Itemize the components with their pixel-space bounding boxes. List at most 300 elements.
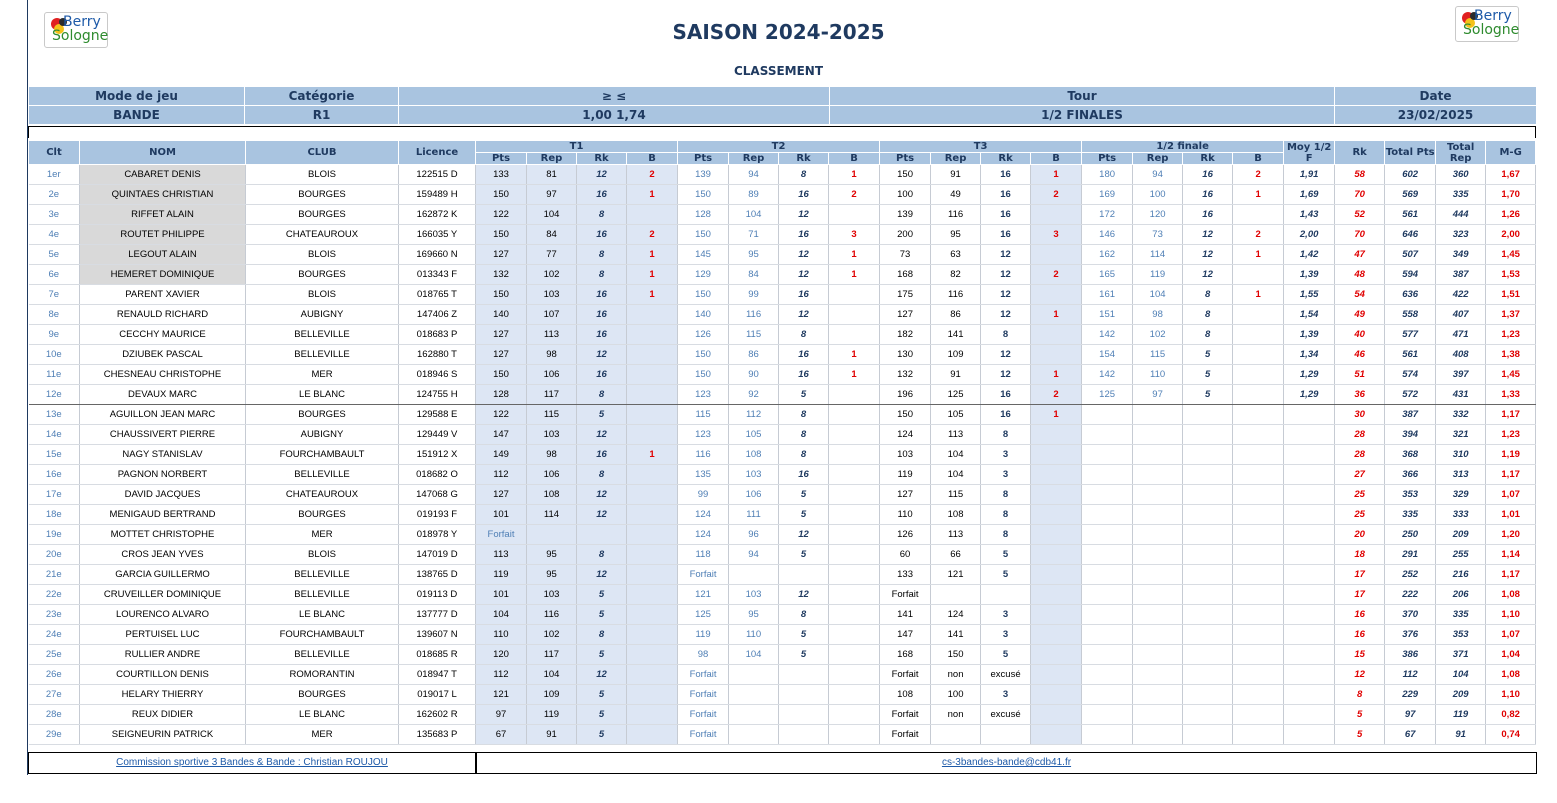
t3-rk-cell: 12: [981, 265, 1031, 285]
demi-b-cell: [1233, 305, 1284, 325]
table-row: [29, 165, 1536, 185]
rk-total-cell: 5: [1335, 705, 1385, 725]
demi-rep-cell: 115: [1133, 345, 1183, 365]
t2-rep-cell: [729, 705, 779, 725]
moy-cell: [1284, 705, 1335, 725]
mg-cell: 1,70: [1486, 185, 1536, 205]
t2-pts-cell: 121: [678, 585, 729, 605]
club-cell: BOURGES: [246, 185, 399, 205]
t1-pts-cell: 101: [476, 505, 527, 525]
email-link[interactable]: cs-3bandes-bande@cdb41.fr: [941, 757, 1072, 768]
t1-rep-cell: 95: [527, 565, 577, 585]
demi-pts-cell: [1082, 605, 1133, 625]
t1-rep-cell: 115: [527, 405, 577, 425]
demi-rep-cell: 94: [1133, 165, 1183, 185]
t3-pts-cell: 108: [880, 685, 931, 705]
demi-pts-cell: [1082, 465, 1133, 485]
club-cell: AUBIGNY: [246, 305, 399, 325]
mg-cell: 1,23: [1486, 325, 1536, 345]
t1-rk-cell: 12: [577, 665, 627, 685]
moy-cell: [1284, 505, 1335, 525]
demi-rk-cell: [1183, 605, 1233, 625]
t1-rk-cell: 5: [577, 645, 627, 665]
club-cell: BOURGES: [246, 505, 399, 525]
name-cell: PARENT XAVIER: [80, 285, 246, 305]
moy-cell: 1,29: [1284, 385, 1335, 405]
t3-pts-cell: 127: [880, 305, 931, 325]
col-moy: Moy 1/2 F: [1284, 141, 1335, 165]
t3-rk-cell: 3: [981, 685, 1031, 705]
name-cell: LOURENCO ALVARO: [80, 605, 246, 625]
t1-pts-cell: 104: [476, 605, 527, 625]
t3-rk-cell: excusé: [981, 665, 1031, 685]
t3-b-cell: [1031, 285, 1082, 305]
licence-cell: 166035 Y: [399, 225, 476, 245]
demi-rep-cell: 102: [1133, 325, 1183, 345]
t3-b-cell: [1031, 345, 1082, 365]
total-pts-cell: 646: [1385, 225, 1436, 245]
t2-rep-cell: 95: [729, 605, 779, 625]
total-pts-cell: 229: [1385, 685, 1436, 705]
t2-rk-cell: 12: [779, 245, 829, 265]
demi-rep-cell: 110: [1133, 365, 1183, 385]
t2-pts-cell: 99: [678, 485, 729, 505]
t3-rk-cell: 16: [981, 205, 1031, 225]
t3-b-cell: [1031, 705, 1082, 725]
t3-b-cell: [1031, 245, 1082, 265]
t2-pts-cell: 115: [678, 405, 729, 425]
club-cell: LE BLANC: [246, 605, 399, 625]
rk-total-cell: 5: [1335, 725, 1385, 745]
col-t1-rk: Rk: [577, 153, 627, 165]
rank-cell: 15e: [29, 445, 80, 465]
t3-b-cell: [1031, 205, 1082, 225]
total-rep-cell: 335: [1436, 605, 1486, 625]
t1-b-cell: [627, 525, 678, 545]
t1-rep-cell: 104: [527, 665, 577, 685]
demi-rk-cell: 5: [1183, 365, 1233, 385]
t1-rep-cell: 103: [527, 285, 577, 305]
mg-cell: 1,07: [1486, 485, 1536, 505]
moy-cell: [1284, 585, 1335, 605]
t1-pts-cell: 122: [476, 405, 527, 425]
t2-rep-cell: 115: [729, 325, 779, 345]
rank-cell: 9e: [29, 325, 80, 345]
mg-cell: 1,10: [1486, 685, 1536, 705]
col-demi-b: B: [1233, 153, 1284, 165]
t2-rep-cell: [729, 685, 779, 705]
total-pts-cell: 507: [1385, 245, 1436, 265]
col-nom: NOM: [80, 141, 246, 165]
rk-total-cell: 49: [1335, 305, 1385, 325]
col-t3-rk: Rk: [981, 153, 1031, 165]
club-cell: BELLEVILLE: [246, 325, 399, 345]
t3-b-cell: [1031, 545, 1082, 565]
demi-pts-cell: [1082, 685, 1133, 705]
t3-b-cell: 2: [1031, 185, 1082, 205]
t1-rep-cell: 81: [527, 165, 577, 185]
demi-rep-cell: 97: [1133, 385, 1183, 405]
t1-pts-cell: 112: [476, 465, 527, 485]
total-rep-cell: 422: [1436, 285, 1486, 305]
demi-b-cell: [1233, 205, 1284, 225]
club-cell: FOURCHAMBAULT: [246, 625, 399, 645]
moy-cell: [1284, 405, 1335, 425]
mg-cell: 1,26: [1486, 205, 1536, 225]
t2-b-cell: [829, 505, 880, 525]
total-pts-cell: 112: [1385, 665, 1436, 685]
total-pts-cell: 594: [1385, 265, 1436, 285]
table-row: [29, 385, 1536, 405]
demi-pts-cell: [1082, 445, 1133, 465]
t1-rep-cell: 102: [527, 625, 577, 645]
t1-rep-cell: 107: [527, 305, 577, 325]
col-licence: Licence: [399, 141, 476, 165]
licence-cell: 129588 E: [399, 405, 476, 425]
demi-rk-cell: [1183, 685, 1233, 705]
club-cell: MER: [246, 525, 399, 545]
moy-cell: [1284, 625, 1335, 645]
demi-b-cell: [1233, 725, 1284, 745]
club-cell: BOURGES: [246, 405, 399, 425]
demi-b-cell: [1233, 585, 1284, 605]
demi-b-cell: [1233, 485, 1284, 505]
moy-cell: [1284, 445, 1335, 465]
t1-rk-cell: 8: [577, 385, 627, 405]
t1-pts-cell: 150: [476, 285, 527, 305]
t3-rk-cell: 5: [981, 565, 1031, 585]
rank-cell: 7e: [29, 285, 80, 305]
t2-b-cell: [829, 605, 880, 625]
licence-cell: 147019 D: [399, 545, 476, 565]
total-rep-cell: 387: [1436, 265, 1486, 285]
t2-rk-cell: 8: [779, 405, 829, 425]
col-club: CLUB: [246, 141, 399, 165]
rank-cell: 27e: [29, 685, 80, 705]
t2-b-cell: 3: [829, 225, 880, 245]
name-cell: SEIGNEURIN PATRICK: [80, 725, 246, 745]
moy-cell: [1284, 685, 1335, 705]
rk-total-cell: 36: [1335, 385, 1385, 405]
t3-rk-cell: 16: [981, 385, 1031, 405]
t3-pts-cell: 168: [880, 265, 931, 285]
rk-total-cell: 20: [1335, 525, 1385, 545]
t3-rk-cell: 8: [981, 505, 1031, 525]
licence-cell: 138765 D: [399, 565, 476, 585]
t1-b-cell: 1: [627, 245, 678, 265]
demi-rk-cell: [1183, 705, 1233, 725]
moy-cell: 1,91: [1284, 165, 1335, 185]
total-pts-cell: 561: [1385, 345, 1436, 365]
t1-b-cell: [627, 565, 678, 585]
rk-total-cell: 8: [1335, 685, 1385, 705]
t1-b-cell: [627, 425, 678, 445]
t2-b-cell: [829, 385, 880, 405]
mg-cell: 1,51: [1486, 285, 1536, 305]
t3-b-cell: [1031, 505, 1082, 525]
table-row: [29, 465, 1536, 485]
t2-rk-cell: 8: [779, 165, 829, 185]
demi-pts-cell: [1082, 405, 1133, 425]
t3-b-cell: [1031, 445, 1082, 465]
t2-rk-cell: [779, 685, 829, 705]
total-pts-cell: 67: [1385, 725, 1436, 745]
t1-rep-cell: 104: [527, 205, 577, 225]
t3-rep-cell: 115: [931, 485, 981, 505]
mg-cell: 1,53: [1486, 265, 1536, 285]
rank-cell: 11e: [29, 365, 80, 385]
total-rep-cell: 333: [1436, 505, 1486, 525]
t1-b-cell: 1: [627, 185, 678, 205]
t2-rep-cell: 103: [729, 585, 779, 605]
demi-rk-cell: [1183, 465, 1233, 485]
col-demi-rk: Rk: [1183, 153, 1233, 165]
total-pts-cell: 577: [1385, 325, 1436, 345]
t2-rk-cell: 8: [779, 425, 829, 445]
range-value: 1,00 1,74: [399, 106, 830, 125]
rk-total-cell: 12: [1335, 665, 1385, 685]
total-rep-cell: 444: [1436, 205, 1486, 225]
name-cell: CROS JEAN YVES: [80, 545, 246, 565]
demi-pts-cell: [1082, 565, 1133, 585]
t2-b-cell: 1: [829, 165, 880, 185]
licence-cell: 019193 F: [399, 505, 476, 525]
mode-label: Mode de jeu: [29, 87, 245, 106]
demi-rk-cell: 8: [1183, 325, 1233, 345]
t2-rk-cell: 16: [779, 285, 829, 305]
name-cell: NAGY STANISLAV: [80, 445, 246, 465]
t3-rk-cell: 12: [981, 285, 1031, 305]
demi-b-cell: 1: [1233, 285, 1284, 305]
t3-rk-cell: 16: [981, 405, 1031, 425]
t1-b-cell: 1: [627, 285, 678, 305]
t1-b-cell: [627, 205, 678, 225]
name-cell: DAVID JACQUES: [80, 485, 246, 505]
t3-b-cell: [1031, 525, 1082, 545]
t2-rep-cell: 96: [729, 525, 779, 545]
rk-total-cell: 40: [1335, 325, 1385, 345]
t3-rep-cell: 109: [931, 345, 981, 365]
rk-total-cell: 28: [1335, 425, 1385, 445]
t1-rep-cell: 108: [527, 485, 577, 505]
t2-b-cell: 2: [829, 185, 880, 205]
t1-rk-cell: 12: [577, 165, 627, 185]
t1-b-cell: [627, 545, 678, 565]
t3-rk-cell: 3: [981, 445, 1031, 465]
t3-b-cell: [1031, 645, 1082, 665]
demi-rep-cell: [1133, 445, 1183, 465]
demi-rep-cell: [1133, 485, 1183, 505]
mg-cell: 1,17: [1486, 465, 1536, 485]
t3-rk-cell: [981, 585, 1031, 605]
demi-rk-cell: [1183, 585, 1233, 605]
col-group-t1: T1: [476, 141, 678, 153]
licence-cell: 019017 L: [399, 685, 476, 705]
t2-rep-cell: 110: [729, 625, 779, 645]
rk-total-cell: 27: [1335, 465, 1385, 485]
t2-pts-cell: 124: [678, 505, 729, 525]
total-rep-cell: 407: [1436, 305, 1486, 325]
total-pts-cell: 558: [1385, 305, 1436, 325]
demi-rk-cell: 12: [1183, 265, 1233, 285]
moy-cell: 1,34: [1284, 345, 1335, 365]
t1-b-cell: [627, 725, 678, 745]
licence-cell: 162602 R: [399, 705, 476, 725]
licence-cell: 018978 Y: [399, 525, 476, 545]
licence-cell: 018947 T: [399, 665, 476, 685]
t2-pts-cell: 150: [678, 345, 729, 365]
licence-cell: 147068 G: [399, 485, 476, 505]
rk-total-cell: 46: [1335, 345, 1385, 365]
t3-b-cell: [1031, 325, 1082, 345]
demi-b-cell: [1233, 645, 1284, 665]
total-rep-cell: 397: [1436, 365, 1486, 385]
col-t3-b: B: [1031, 153, 1082, 165]
t1-b-cell: [627, 405, 678, 425]
t1-pts-cell: 101: [476, 585, 527, 605]
t1-rk-cell: 8: [577, 625, 627, 645]
name-cell: RENAULD RICHARD: [80, 305, 246, 325]
mg-cell: 1,20: [1486, 525, 1536, 545]
t1-rk-cell: 16: [577, 305, 627, 325]
col-clt: Clt: [29, 141, 80, 165]
demi-pts-cell: 180: [1082, 165, 1133, 185]
club-cell: BLOIS: [246, 245, 399, 265]
name-cell: GARCIA GUILLERMO: [80, 565, 246, 585]
t2-rep-cell: 104: [729, 645, 779, 665]
t3-rep-cell: non: [931, 705, 981, 725]
date-label: Date: [1335, 87, 1537, 106]
t3-pts-cell: 126: [880, 525, 931, 545]
total-rep-cell: 91: [1436, 725, 1486, 745]
t3-rk-cell: 16: [981, 185, 1031, 205]
page-title: SAISON 2024-2025: [672, 20, 885, 44]
club-cell: BELLEVILLE: [246, 565, 399, 585]
demi-rk-cell: [1183, 565, 1233, 585]
mg-cell: 1,07: [1486, 625, 1536, 645]
table-row: [29, 345, 1536, 365]
t2-pts-cell: 150: [678, 185, 729, 205]
t3-rep-cell: 104: [931, 465, 981, 485]
t2-rk-cell: 8: [779, 605, 829, 625]
t1-rk-cell: 5: [577, 685, 627, 705]
name-cell: RULLIER ANDRE: [80, 645, 246, 665]
name-cell: COURTILLON DENIS: [80, 665, 246, 685]
t2-pts-cell: 150: [678, 365, 729, 385]
t3-rk-cell: 8: [981, 525, 1031, 545]
table-row: [29, 625, 1536, 645]
t3-rep-cell: 100: [931, 685, 981, 705]
t1-rep-cell: 84: [527, 225, 577, 245]
t3-b-cell: [1031, 465, 1082, 485]
demi-rk-cell: 5: [1183, 385, 1233, 405]
t1-rk-cell: 5: [577, 405, 627, 425]
col-t1-rep: Rep: [527, 153, 577, 165]
name-cell: LEGOUT ALAIN: [80, 245, 246, 265]
commission-link[interactable]: Commission sportive 3 Bandes & Bande : Christian ROUJOU: [116, 757, 388, 768]
total-rep-cell: 216: [1436, 565, 1486, 585]
t2-rep-cell: 112: [729, 405, 779, 425]
table-row: [29, 205, 1536, 225]
total-pts-cell: 222: [1385, 585, 1436, 605]
total-rep-cell: 349: [1436, 245, 1486, 265]
t2-b-cell: [829, 525, 880, 545]
t1-pts-cell: 127: [476, 245, 527, 265]
t2-b-cell: 1: [829, 365, 880, 385]
demi-rep-cell: [1133, 545, 1183, 565]
t3-rk-cell: 12: [981, 345, 1031, 365]
ranking-table: [28, 140, 1536, 745]
t1-pts-cell: 122: [476, 205, 527, 225]
t3-rep-cell: 86: [931, 305, 981, 325]
demi-rk-cell: [1183, 725, 1233, 745]
rank-cell: 6e: [29, 265, 80, 285]
t3-pts-cell: Forfait: [880, 705, 931, 725]
t1-rep-cell: 106: [527, 465, 577, 485]
rk-total-cell: 17: [1335, 585, 1385, 605]
t1-b-cell: [627, 465, 678, 485]
rank-cell: 8e: [29, 305, 80, 325]
table-row: [29, 405, 1536, 425]
t2-pts-cell: Forfait: [678, 705, 729, 725]
demi-b-cell: [1233, 605, 1284, 625]
t3-pts-cell: 100: [880, 185, 931, 205]
t2-b-cell: [829, 205, 880, 225]
demi-rep-cell: 100: [1133, 185, 1183, 205]
licence-cell: 151912 X: [399, 445, 476, 465]
t3-rep-cell: non: [931, 665, 981, 685]
tour-label: Tour: [830, 87, 1335, 106]
t1-b-cell: [627, 385, 678, 405]
t1-rk-cell: 12: [577, 485, 627, 505]
logo-text-line1: Berry: [1474, 8, 1512, 24]
total-pts-cell: 353: [1385, 485, 1436, 505]
demi-rk-cell: 12: [1183, 245, 1233, 265]
moy-cell: 1,29: [1284, 365, 1335, 385]
t3-pts-cell: 127: [880, 485, 931, 505]
table-row: [29, 325, 1536, 345]
rank-cell: 5e: [29, 245, 80, 265]
table-row: [29, 525, 1536, 545]
t2-b-cell: 1: [829, 345, 880, 365]
t3-pts-cell: 200: [880, 225, 931, 245]
t2-rep-cell: 84: [729, 265, 779, 285]
t3-pts-cell: 175: [880, 285, 931, 305]
total-pts-cell: 569: [1385, 185, 1436, 205]
club-cell: BOURGES: [246, 685, 399, 705]
t1-b-cell: [627, 705, 678, 725]
t2-b-cell: [829, 665, 880, 685]
total-pts-cell: 335: [1385, 505, 1436, 525]
moy-cell: 1,42: [1284, 245, 1335, 265]
club-cell: BELLEVILLE: [246, 585, 399, 605]
name-cell: PERTUISEL LUC: [80, 625, 246, 645]
t2-pts-cell: Forfait: [678, 565, 729, 585]
t2-pts-cell: Forfait: [678, 665, 729, 685]
t3-b-cell: 3: [1031, 225, 1082, 245]
t3-b-cell: [1031, 725, 1082, 745]
club-cell: CHATEAUROUX: [246, 225, 399, 245]
total-rep-cell: 323: [1436, 225, 1486, 245]
club-cell: LE BLANC: [246, 705, 399, 725]
demi-rk-cell: [1183, 625, 1233, 645]
t1-rep-cell: 102: [527, 265, 577, 285]
demi-rk-cell: [1183, 505, 1233, 525]
t2-pts-cell: 129: [678, 265, 729, 285]
rk-total-cell: 25: [1335, 505, 1385, 525]
t1-pts-cell: 113: [476, 545, 527, 565]
table-row: [29, 305, 1536, 325]
